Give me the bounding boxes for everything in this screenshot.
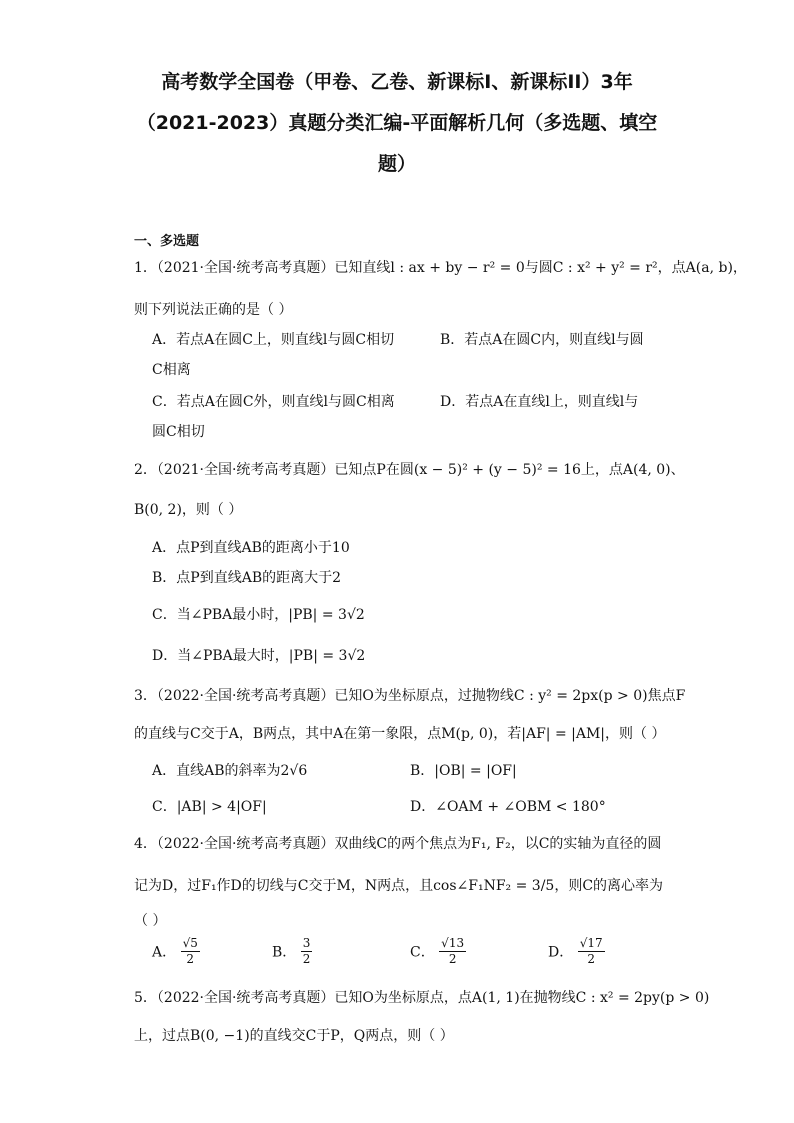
q1-option-a: A．若点A在圆C上，则直线l与圆C相切 bbox=[152, 332, 395, 348]
title-line-3: 题） bbox=[377, 153, 416, 175]
q4-option-c-label: C． bbox=[410, 944, 435, 961]
q1-option-d-continued: 圆C相切 bbox=[152, 424, 205, 440]
q4-option-a-denominator: 2 bbox=[186, 952, 195, 966]
q2-stem-line-2: B(0, 2)，则（ ） bbox=[134, 502, 243, 518]
q4-option-c bbox=[410, 936, 466, 967]
q1-option-b-continued: C相离 bbox=[152, 362, 191, 378]
q4-option-a-label: A． bbox=[152, 944, 177, 961]
section-heading: 一、多选题 bbox=[134, 234, 200, 249]
q1-option-d: D．若点A在直线l上，则直线l与 bbox=[440, 394, 639, 410]
q3-option-d: D．∠OAM + ∠OBM < 180° bbox=[410, 799, 606, 815]
q3-option-c: C．|AB| > 4|OF| bbox=[152, 799, 267, 815]
q3-stem-line-1: 3．（2022·全国·统考高考真题）已知O为坐标原点，过抛物线C : y² = 2px(p > 0)焦点F bbox=[134, 688, 686, 704]
q4-option-b-denominator: 2 bbox=[302, 952, 311, 966]
title-line-1: 高考数学全国卷（甲卷、乙卷、新课标I、新课标II）3年 bbox=[161, 71, 633, 93]
q2-option-d: D．当∠PBA最大时，|PB| = 3√2 bbox=[152, 648, 366, 664]
q4-option-c-numerator: √13 bbox=[441, 936, 465, 950]
document-title bbox=[100, 62, 694, 185]
q4-option-b-fraction bbox=[301, 936, 313, 967]
q4-stem-line-3: （ ） bbox=[134, 913, 167, 929]
q4-option-b-numerator: 3 bbox=[302, 936, 311, 950]
q3-stem-line-2: 的直线与C交于A，B两点，其中A在第一象限，点M(p, 0)，若|AF| = |AM|，则（ ） bbox=[134, 726, 666, 742]
q2-stem-line-1: 2．（2021·全国·统考高考真题）已知点P在圆(x − 5)² + (y − 5)² = 16上，点A(4, 0)、 bbox=[134, 462, 685, 478]
q4-option-d-denominator: 2 bbox=[587, 952, 595, 966]
q3-option-b: B．|OB| = |OF| bbox=[410, 763, 517, 779]
q2-option-c: C．当∠PBA最小时，|PB| = 3√2 bbox=[152, 607, 365, 623]
q4-option-a-numerator: √5 bbox=[182, 936, 198, 950]
q4-option-d-label: D． bbox=[548, 944, 574, 961]
q3-option-a: A．直线AB的斜率为2√6 bbox=[152, 763, 308, 779]
q4-option-a bbox=[152, 936, 200, 967]
q4-option-c-fraction bbox=[439, 936, 466, 967]
q2-option-b: B．点P到直线AB的距离大于2 bbox=[152, 570, 342, 586]
q1-stem-line-2: 则下列说法正确的是（ ） bbox=[134, 302, 293, 318]
q4-option-c-denominator: 2 bbox=[448, 952, 457, 966]
q5-stem-line-1: 5．（2022·全国·统考高考真题）已知O为坐标原点，点A(1, 1)在抛物线C : x² = 2py(p > 0) bbox=[134, 990, 710, 1006]
q5-stem-line-2: 上，过点B(0, −1)的直线交C于P，Q两点，则（ ） bbox=[134, 1028, 454, 1044]
q4-option-d bbox=[548, 936, 605, 967]
q4-option-d-numerator: √17 bbox=[579, 936, 603, 950]
q1-stem-line-1: 1．（2021·全国·统考高考真题）已知直线l : ax + by − r² = 0与圆C : x² + y² = r²，点A(a, b)， bbox=[134, 260, 747, 276]
q1-option-b: B．若点A在圆C内，则直线l与圆 bbox=[440, 332, 644, 348]
q4-option-a-fraction bbox=[181, 936, 200, 967]
q1-option-c: C．若点A在圆C外，则直线l与圆C相离 bbox=[152, 394, 395, 410]
q4-option-d-fraction bbox=[578, 936, 605, 967]
q4-stem-line-1: 4．（2022·全国·统考高考真题）双曲线C的两个焦点为F₁, F₂，以C的实轴为直径的圆 bbox=[134, 836, 662, 852]
q4-option-b-label: B． bbox=[272, 944, 297, 961]
q4-stem-line-2: 记为D，过F₁作D的切线与C交于M，N两点，且cos∠F₁NF₂ = 3/5，则C的离心率为 bbox=[134, 878, 664, 894]
q2-option-a: A．点P到直线AB的距离小于10 bbox=[152, 540, 350, 556]
title-line-2: （2021-2023）真题分类汇编-平面解析几何（多选题、填空 bbox=[136, 112, 658, 134]
q4-option-b bbox=[272, 936, 312, 967]
